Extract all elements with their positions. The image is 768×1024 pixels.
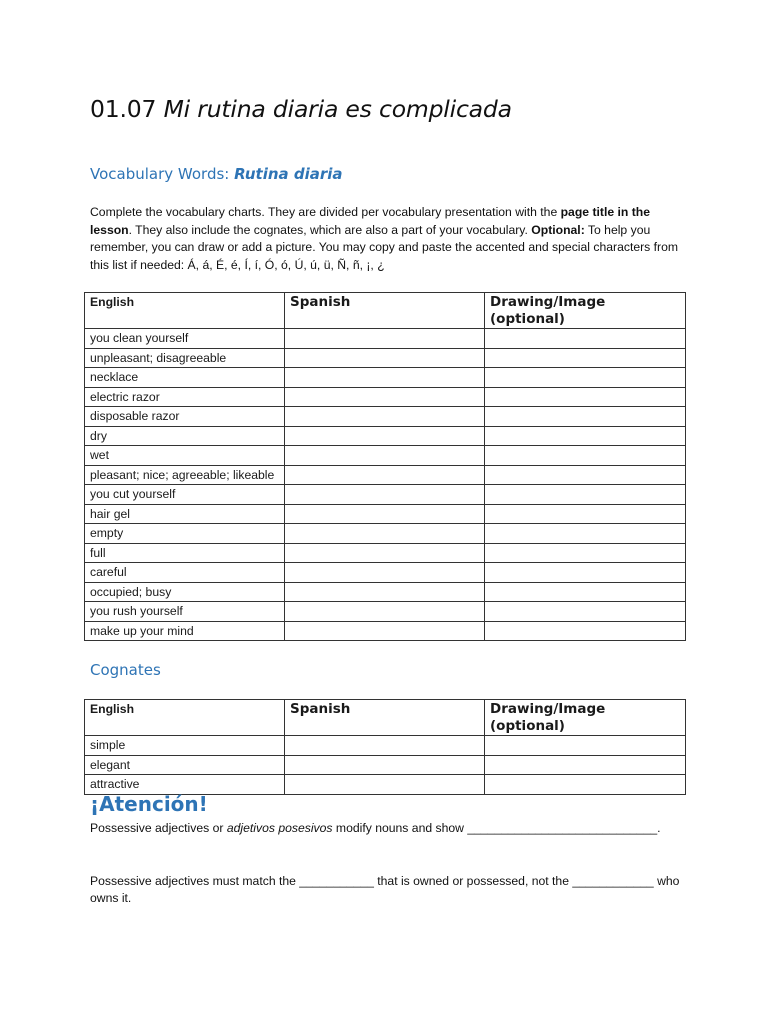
- vocab-row: [85, 426, 686, 446]
- spanish-answer-cell[interactable]: [285, 368, 485, 388]
- vocab-row: [85, 465, 686, 485]
- english-term: hair gel: [85, 504, 285, 524]
- drawing-cell[interactable]: [485, 602, 686, 622]
- header-english: English: [85, 293, 285, 329]
- english-term: dry: [85, 426, 285, 446]
- english-term: pleasant; nice; agreeable; likeable: [85, 465, 285, 485]
- vocab-row: [85, 485, 686, 505]
- vocab-row: [85, 582, 686, 602]
- q1-text-b: modify nouns and show ____________________________.: [332, 821, 661, 835]
- drawing-cell[interactable]: [485, 736, 686, 756]
- spanish-answer-cell[interactable]: [285, 582, 485, 602]
- english-term: electric razor: [85, 387, 285, 407]
- vocab-row: [85, 563, 686, 583]
- vocab-row: [85, 543, 686, 563]
- drawing-cell[interactable]: [485, 563, 686, 583]
- vocab-row: [85, 407, 686, 427]
- cognates-table: [84, 699, 686, 795]
- english-term: necklace: [85, 368, 285, 388]
- english-term: you rush yourself: [85, 602, 285, 622]
- vocab-heading-topic: Rutina diaria: [234, 165, 343, 183]
- vocab-row: [85, 387, 686, 407]
- spanish-answer-cell[interactable]: [285, 348, 485, 368]
- drawing-cell[interactable]: [485, 348, 686, 368]
- vocab-table-header: [85, 293, 686, 329]
- instructions-text-3: To help you remember, you can draw or add a picture. You may copy and paste the accented and special characters from this list if needed: Á, á, É, é, Í, í, Ó, ó, Ú, ú, ü, Ñ, ñ, ¡, ¿: [90, 222, 679, 272]
- spanish-answer-cell[interactable]: [285, 485, 485, 505]
- drawing-cell[interactable]: [485, 755, 686, 775]
- attention-question-1: [90, 820, 686, 837]
- english-term: make up your mind: [85, 621, 285, 641]
- english-term: unpleasant; disagreeable: [85, 348, 285, 368]
- spanish-answer-cell[interactable]: [285, 543, 485, 563]
- header-drawing: Drawing/Image (optional): [485, 293, 686, 329]
- q1-text-a: Possessive adjectives or: [90, 821, 227, 835]
- vocab-row: [85, 348, 686, 368]
- header-english: English: [85, 700, 285, 736]
- english-term: disposable razor: [85, 407, 285, 427]
- drawing-cell[interactable]: [485, 446, 686, 466]
- english-term: you cut yourself: [85, 485, 285, 505]
- spanish-answer-cell[interactable]: [285, 736, 485, 756]
- cognate-row: [85, 736, 686, 756]
- spanish-answer-cell[interactable]: [285, 755, 485, 775]
- drawing-cell[interactable]: [485, 582, 686, 602]
- cognates-heading: Cognates: [90, 661, 161, 679]
- english-term: elegant: [85, 755, 285, 775]
- attention-question-2: Possessive adjectives must match the ___________ that is owned or possessed, not the ____________ who owns it.: [90, 874, 680, 905]
- english-term: wet: [85, 446, 285, 466]
- attention-heading: ¡Atención!: [90, 792, 208, 816]
- vocab-row: [85, 602, 686, 622]
- drawing-cell[interactable]: [485, 621, 686, 641]
- spanish-answer-cell[interactable]: [285, 621, 485, 641]
- vocab-row: [85, 504, 686, 524]
- vocab-row: [85, 621, 686, 641]
- english-term: occupied; busy: [85, 582, 285, 602]
- drawing-cell[interactable]: [485, 407, 686, 427]
- spanish-answer-cell[interactable]: [285, 446, 485, 466]
- header-spanish: Spanish: [285, 293, 485, 329]
- page-title: [90, 95, 512, 123]
- spanish-answer-cell[interactable]: [285, 524, 485, 544]
- spanish-answer-cell[interactable]: [285, 329, 485, 349]
- spanish-answer-cell[interactable]: [285, 563, 485, 583]
- drawing-cell[interactable]: [485, 775, 686, 795]
- spanish-answer-cell[interactable]: [285, 407, 485, 427]
- instructions-bold-1: page title in the lesson: [90, 205, 650, 237]
- vocab-row: [85, 524, 686, 544]
- cognate-row: [85, 755, 686, 775]
- q1-italic: adjetivos posesivos: [226, 821, 333, 835]
- title-number: 01.07: [90, 95, 157, 123]
- english-term: full: [85, 543, 285, 563]
- spanish-answer-cell[interactable]: [285, 465, 485, 485]
- drawing-cell[interactable]: [485, 387, 686, 407]
- english-term: you clean yourself: [85, 329, 285, 349]
- english-term: simple: [85, 736, 285, 756]
- drawing-cell[interactable]: [485, 368, 686, 388]
- vocab-heading-label: Vocabulary Words:: [90, 165, 230, 183]
- cognates-table-header: [85, 700, 686, 736]
- english-term: careful: [85, 563, 285, 583]
- instructions: [90, 204, 682, 274]
- spanish-answer-cell[interactable]: [285, 426, 485, 446]
- vocab-row: [85, 446, 686, 466]
- instructions-text-2: . They also include the cognates, which are also a part of your vocabulary.: [128, 222, 532, 237]
- spanish-answer-cell[interactable]: [285, 504, 485, 524]
- drawing-cell[interactable]: [485, 543, 686, 563]
- drawing-cell[interactable]: [485, 329, 686, 349]
- vocab-heading: [90, 165, 343, 183]
- english-term: empty: [85, 524, 285, 544]
- drawing-cell[interactable]: [485, 524, 686, 544]
- drawing-cell[interactable]: [485, 426, 686, 446]
- spanish-answer-cell[interactable]: [285, 387, 485, 407]
- header-spanish: Spanish: [285, 700, 485, 736]
- drawing-cell[interactable]: [485, 465, 686, 485]
- title-text: Mi rutina diaria es complicada: [163, 95, 512, 123]
- vocab-table: [84, 292, 686, 641]
- spanish-answer-cell[interactable]: [285, 602, 485, 622]
- spanish-answer-cell[interactable]: [285, 775, 485, 795]
- instructions-bold-2: Optional:: [531, 222, 585, 237]
- drawing-cell[interactable]: [485, 485, 686, 505]
- vocab-row: [85, 368, 686, 388]
- instructions-text-1: Complete the vocabulary charts. They are divided per vocabulary presentation with the: [90, 205, 561, 219]
- english-term: attractive: [85, 775, 285, 795]
- drawing-cell[interactable]: [485, 504, 686, 524]
- vocab-row: [85, 329, 686, 349]
- header-drawing: Drawing/Image (optional): [485, 700, 686, 736]
